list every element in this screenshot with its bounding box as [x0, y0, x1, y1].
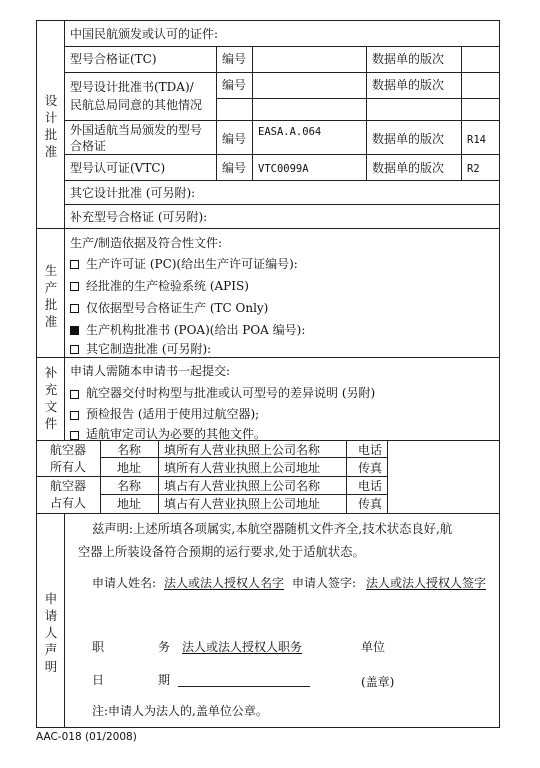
- frame-bottom: [36, 727, 500, 728]
- rule: [36, 476, 388, 477]
- rule: [158, 440, 159, 513]
- vtc-datasheet-field[interactable]: R2: [467, 163, 480, 175]
- owner-fax-label: 传真: [358, 461, 383, 475]
- label-col-divider-decl: [64, 513, 65, 728]
- pc-label: 生产许可证 (PC)(给出生产许可证编号):: [86, 257, 298, 271]
- rule: [100, 494, 387, 495]
- occupant-addr-label: 地址: [117, 497, 142, 511]
- seal-label: (盖章): [361, 675, 395, 689]
- rule: [366, 46, 367, 180]
- position-field[interactable]: 法人或法人授权人职务: [182, 640, 303, 654]
- apis-checkbox[interactable]: [70, 282, 79, 291]
- form-number: AAC-018 (01/2008): [36, 731, 137, 743]
- rule: [64, 120, 500, 121]
- tc-only-checkbox[interactable]: [70, 304, 79, 313]
- owner-phone-label: 电话: [358, 443, 383, 457]
- frame-right: [499, 20, 500, 728]
- rule: [461, 46, 462, 180]
- foreign-tc-datasheet-field[interactable]: R14: [467, 134, 486, 146]
- apis-label: 经批准的生产检验系统 (APIS): [86, 279, 249, 293]
- owner-label-line2: 所有人: [50, 460, 87, 474]
- owner-addr-label: 地址: [117, 461, 142, 475]
- occupant-fax-label: 传真: [358, 497, 383, 511]
- tc-datasheet-label: 数据单的版次: [372, 52, 445, 66]
- poa-checkbox[interactable]: [70, 326, 79, 335]
- supplemental-tc[interactable]: 补充型号合格证 (可另附):: [70, 210, 208, 224]
- occupant-addr-field[interactable]: 填占有人营业执照上公司地址: [164, 497, 321, 511]
- applicant-sign-label: 申请人签字:: [292, 576, 357, 590]
- position-label-b: 务: [158, 640, 171, 654]
- occupant-phone-label: 电话: [358, 479, 383, 493]
- foreign-tc-label-line1: 外国适航当局颁发的型号: [70, 123, 203, 137]
- rule: [216, 46, 217, 180]
- rule: [252, 46, 253, 180]
- owner-label-line1: 航空器: [50, 443, 87, 457]
- occupant-label-line1: 航空器: [50, 479, 87, 493]
- config-diff-label: 航空器交付时构型与批准或认可型号的差异说明 (另附): [86, 386, 376, 400]
- date-field[interactable]: [178, 686, 310, 687]
- owner-addr-field[interactable]: 填所有人营业执照上公司地址: [164, 461, 321, 475]
- declaration-section-label: 申请人声明: [44, 591, 58, 674]
- precheck-report-checkbox[interactable]: [70, 411, 79, 420]
- other-docs-checkbox[interactable]: [70, 431, 79, 440]
- applicant-sign-field[interactable]: 法人或法人授权人签字: [366, 576, 487, 590]
- rule: [64, 46, 500, 47]
- other-production-label: 其它制造批准 (可另附):: [86, 342, 212, 356]
- date-label-b: 期: [158, 673, 171, 687]
- config-diff-checkbox[interactable]: [70, 390, 79, 399]
- tc-number-label: 编号: [222, 52, 247, 66]
- tda-label-line1: 型号设计批准书(TDA)/: [70, 80, 194, 94]
- declaration-text-line2: 空器上所装设备符合预期的运行要求,处于适航状态。: [78, 545, 365, 559]
- applicant-name-field[interactable]: 法人或法人授权人名字: [164, 576, 285, 590]
- foreign-tc-number-field[interactable]: EASA.A.064: [258, 126, 322, 138]
- rule: [36, 357, 500, 358]
- occupant-label-line2: 占有人: [50, 496, 87, 510]
- tda-number-label: 编号: [222, 78, 247, 92]
- vtc-label: 型号认可证(VTC): [70, 161, 166, 175]
- foreign-tc-datasheet-label: 数据单的版次: [372, 132, 445, 146]
- tc-label: 型号合格证(TC): [70, 52, 157, 66]
- rule: [64, 154, 500, 155]
- production-section-label: 生产批准: [44, 263, 58, 329]
- rule: [64, 204, 500, 205]
- declaration-text-line1: 兹声明:上述所填各项属实,本航空器随机文件齐全,技术状态良好,航: [92, 522, 453, 536]
- rule: [64, 72, 500, 73]
- rule: [346, 440, 347, 513]
- supplementary-header: 申请人需随本申请书一起提交:: [70, 364, 231, 378]
- production-header: 生产/制造依据及符合性文件:: [70, 236, 223, 250]
- applicant-name-label: 申请人姓名:: [92, 576, 157, 590]
- date-label-a: 日: [92, 673, 105, 687]
- unit-label: 单位: [361, 640, 386, 654]
- rule: [64, 180, 500, 181]
- frame-top: [36, 20, 500, 21]
- other-docs-label: 适航审定司认为必要的其他文件。: [86, 427, 267, 441]
- occupant-name-label: 名称: [117, 479, 142, 493]
- foreign-tc-label-line2: 合格证: [70, 139, 107, 153]
- occupant-name-field[interactable]: 填占有人营业执照上公司名称: [164, 479, 321, 493]
- rule: [387, 440, 388, 513]
- vtc-number-field[interactable]: VTC0099A: [258, 163, 309, 175]
- owner-name-field[interactable]: 填所有人营业执照上公司名称: [164, 443, 321, 457]
- poa-label: 生产机构批准书 (POA)(给出 POA 编号):: [86, 323, 306, 337]
- precheck-report-label: 预检报告 (适用于使用过航空器);: [86, 407, 260, 421]
- other-design-approval[interactable]: 其它设计批准 (可另附):: [70, 186, 196, 200]
- pc-checkbox[interactable]: [70, 260, 79, 269]
- tda-label-line2: 民航总局同意的其他情况: [70, 98, 203, 112]
- rule: [216, 98, 500, 99]
- label-col-divider: [64, 20, 65, 440]
- rule: [36, 228, 500, 229]
- vtc-number-label: 编号: [222, 161, 247, 175]
- foreign-tc-number-label: 编号: [222, 132, 247, 146]
- declaration-note: 注:申请人为法人的,盖单位公章。: [92, 704, 268, 718]
- owner-name-label: 名称: [117, 443, 142, 457]
- frame-left: [36, 20, 37, 728]
- tda-datasheet-label: 数据单的版次: [372, 78, 445, 92]
- design-section-label: 设计批准: [44, 93, 58, 159]
- rule: [100, 457, 387, 458]
- vtc-datasheet-label: 数据单的版次: [372, 161, 445, 175]
- tc-only-label: 仅依据型号合格证生产 (TC Only): [86, 301, 269, 315]
- position-label-a: 职: [92, 640, 105, 654]
- other-production-checkbox[interactable]: [70, 345, 79, 354]
- rule: [36, 513, 500, 514]
- rule: [100, 440, 101, 513]
- design-header: 中国民航颁发或认可的证件:: [70, 27, 219, 41]
- supplementary-section-label: 补充文件: [44, 365, 58, 431]
